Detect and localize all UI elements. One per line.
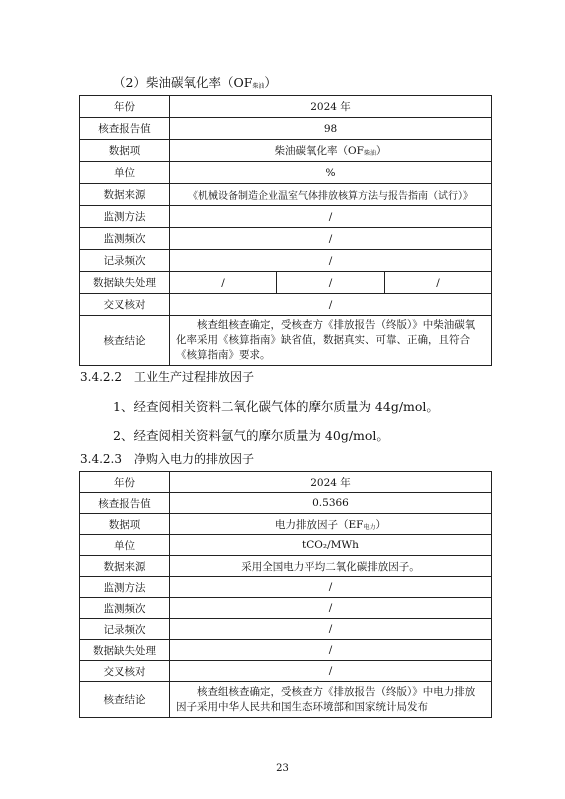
table-row: [80, 162, 492, 184]
row-label: 核查报告值: [80, 493, 170, 514]
row-value: /: [170, 619, 492, 640]
row-value: /: [277, 272, 385, 294]
row-value: [170, 514, 492, 535]
section-heading-diesel-oxidation-rate: [113, 73, 277, 91]
conclusion-text: 核查组核查确定，受核查方《排放报告（终版）》中电力排放因子采用中华人民共和国生态环境部和国家统计局发布: [170, 682, 492, 718]
table-row: [80, 493, 492, 514]
row-value: %: [170, 162, 492, 184]
row-value: /: [170, 272, 277, 294]
row-label: 监测方法: [80, 577, 170, 598]
table-row: [80, 514, 492, 535]
heading-close: ）: [264, 75, 277, 90]
table-row: [80, 640, 492, 661]
table-row: [80, 556, 492, 577]
heading-text: （2）柴油碳氧化率（OF: [113, 75, 253, 90]
table-row: [80, 472, 492, 493]
table-row: [80, 682, 492, 718]
row-value: /: [170, 228, 492, 250]
value-close: ）: [375, 518, 386, 531]
row-value: /: [385, 272, 492, 294]
row-value: /: [170, 294, 492, 316]
row-value: /: [170, 661, 492, 682]
diesel-oxidation-table: [79, 95, 492, 366]
conclusion-text: 核查组核查确定，受核查方《排放报告（终版）》中柴油碳氧化率采用《核算指南》缺省值，数据真实、可靠、正确，且符合《核算指南》要求。: [170, 316, 492, 366]
row-label: 记录频次: [80, 619, 170, 640]
row-value: /: [170, 577, 492, 598]
row-label: 核查结论: [80, 682, 170, 718]
table-row: [80, 577, 492, 598]
row-label: 单位: [80, 535, 170, 556]
table-row: [80, 118, 492, 140]
paragraph-co2-molar-mass: 1、经查阅相关资料二氧化碳气体的摩尔质量为 44g/mol。: [113, 399, 439, 414]
row-value: /: [170, 598, 492, 619]
row-label: 核查报告值: [80, 118, 170, 140]
page-number: 23: [276, 763, 289, 774]
table-row: [80, 228, 492, 250]
row-label: 核查结论: [80, 316, 170, 366]
table-row: [80, 272, 492, 294]
row-label: 交叉核对: [80, 661, 170, 682]
section-heading-electricity-factor: 3.4.2.3 净购入电力的排放因子: [80, 452, 254, 466]
row-value: [170, 140, 492, 162]
row-label: 年份: [80, 472, 170, 493]
row-value: 采用全国电力平均二氧化碳排放因子。: [170, 556, 492, 577]
row-value: /: [170, 250, 492, 272]
table-row: [80, 619, 492, 640]
section-heading-process-factor: 3.4.2.2 工业生产过程排放因子: [80, 370, 254, 384]
row-value: 0.5366: [170, 493, 492, 514]
table-row: [80, 250, 492, 272]
row-label: 记录频次: [80, 250, 170, 272]
paragraph-argon-molar-mass: 2、经查阅相关资料氩气的摩尔质量为 40g/mol。: [113, 428, 389, 443]
table-row: [80, 184, 492, 206]
row-value: /: [170, 640, 492, 661]
table-row: [80, 598, 492, 619]
row-label: 监测频次: [80, 598, 170, 619]
row-label: 数据来源: [80, 556, 170, 577]
value-close: ）: [375, 145, 387, 157]
value-subscript: 柴油: [363, 150, 376, 157]
row-label: 单位: [80, 162, 170, 184]
row-label: 年份: [80, 96, 170, 118]
row-value: 2024 年: [170, 472, 492, 493]
table-row: [80, 535, 492, 556]
row-label: 数据缺失处理: [80, 640, 170, 661]
row-value: 《机械设备制造企业温室气体排放核算方法与报告指南（试行）》: [170, 184, 492, 206]
table-row: [80, 294, 492, 316]
table-row: [80, 316, 492, 366]
table-row: [80, 96, 492, 118]
row-value: tCO₂/MWh: [170, 535, 492, 556]
table-row: [80, 140, 492, 162]
row-label: 数据缺失处理: [80, 272, 170, 294]
table-row: [80, 661, 492, 682]
value-subscript: 电力: [363, 523, 376, 531]
row-value: 98: [170, 118, 492, 140]
row-value: 2024 年: [170, 96, 492, 118]
row-label: 数据来源: [80, 184, 170, 206]
value-text: 电力排放因子（EF: [275, 518, 364, 531]
table-row: [80, 206, 492, 228]
electricity-factor-table: [79, 471, 492, 718]
heading-subscript: 柴油: [252, 83, 265, 90]
value-text: 柴油碳氧化率（OF: [274, 145, 364, 157]
row-label: 数据项: [80, 140, 170, 162]
row-label: 交叉核对: [80, 294, 170, 316]
row-value: /: [170, 206, 492, 228]
row-label: 数据项: [80, 514, 170, 535]
row-label: 监测方法: [80, 206, 170, 228]
row-label: 监测频次: [80, 228, 170, 250]
